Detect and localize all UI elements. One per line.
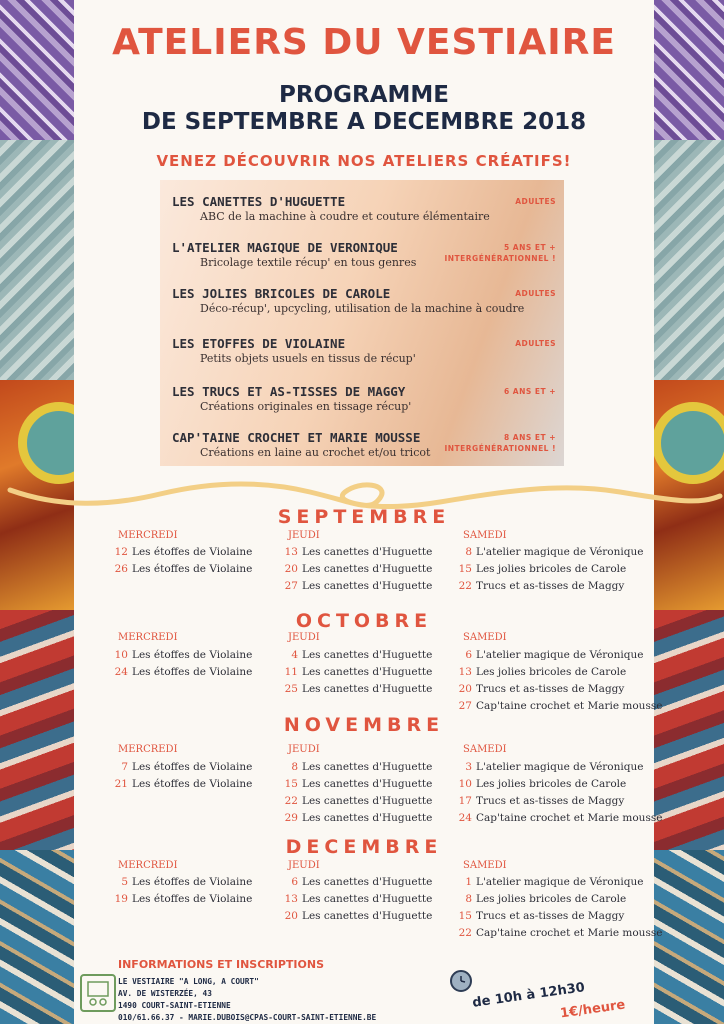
workshop-audience: ADULTES [515,339,556,348]
price: 1€/heure [559,997,627,1022]
events-jeudi [284,546,432,597]
event-row: 22 Trucs et as-tisses de Maggy [458,580,625,592]
contact-info: 010/61.66.37 - MARIE.DUBOIS@CPAS-COURT-SAINT-ETIENNE.BE [118,1013,377,1022]
event-row: 10 Les jolies bricoles de Carole [458,778,627,790]
workshop-audience: 8 ANS ET + INTERGÉNÉRATIONNEL ! [444,433,556,453]
events-jeudi [284,876,432,927]
event-row: 13 Les jolies bricoles de Carole [458,666,627,678]
event-row: 6 L'atelier magique de Véronique [465,649,644,661]
event-row: 13 Les canettes d'Huguette [284,546,433,558]
event-row: 25 Les canettes d'Huguette [284,683,433,695]
event-row: 4 Les canettes d'Huguette [291,649,433,661]
event-row: 24 Les étoffes de Violaine [114,666,253,678]
workshop-name: L'ATELIER MAGIQUE DE VERONIQUE [172,240,398,255]
address-line-1: LE VESTIAIRE "A LONG, A COURT" [118,977,259,986]
events-samedi [458,876,662,944]
event-row: 20 Les canettes d'Huguette [284,563,433,575]
event-row: 8 Les jolies bricoles de Carole [465,893,627,905]
day-label-samedi: SAMEDI [463,530,507,541]
events-jeudi [284,761,432,829]
event-row: 15 Les canettes d'Huguette [284,778,433,790]
event-row: 22 Cap'taine crochet et Marie mousse [458,927,663,939]
event-row: 27 Cap'taine crochet et Marie mousse [458,700,663,712]
event-row: 15 Trucs et as-tisses de Maggy [458,910,625,922]
event-row: 8 L'atelier magique de Véronique [465,546,644,558]
info-title: INFORMATIONS ET INSCRIPTIONS [118,958,324,971]
event-row: 27 Les canettes d'Huguette [284,580,433,592]
page-title: ATELIERS DU VESTIAIRE [112,22,616,63]
workshop-description: ABC de la machine à coudre et couture élémentaire [200,210,490,223]
day-label-jeudi: JEUDI [288,632,320,643]
month-title: NOVEMBRE [283,714,445,736]
event-row: 3 L'atelier magique de Véronique [465,761,644,773]
workshop-name: LES CANETTES D'HUGUETTE [172,194,346,209]
event-row: 22 Les canettes d'Huguette [284,795,433,807]
workshop-name: LES JOLIES BRICOLES DE CAROLE [172,286,391,301]
workshop-audience: 6 ANS ET + [503,387,556,396]
tagline: VENEZ DÉCOUVRIR NOS ATELIERS CRÉATIFS! [156,152,572,170]
events-jeudi [284,649,432,700]
event-row: 11 Les canettes d'Huguette [284,666,433,678]
event-row: 24 Cap'taine crochet et Marie mousse [458,812,663,824]
day-label-jeudi: JEUDI [288,860,320,871]
address-line-3: 1490 COURT-SAINT-ETIENNE [118,1001,231,1010]
workshop-audience: 5 ANS ET + INTERGÉNÉRATIONNEL ! [444,243,556,263]
flyer-content [74,0,663,1024]
event-row: 1 L'atelier magique de Véronique [465,876,644,888]
day-label-jeudi: JEUDI [288,530,320,541]
day-label-samedi: SAMEDI [463,632,507,643]
event-row: 15 Les jolies bricoles de Carole [458,563,627,575]
event-row: 10 Les étoffes de Violaine [114,649,253,661]
event-row: 29 Les canettes d'Huguette [284,812,433,824]
events-samedi [458,761,662,829]
workshop-description: Déco-récup', upcycling, utilisation de la machine à coudre [200,302,525,315]
workshop-description: Créations en laine au crochet et/ou tricot [200,446,431,459]
workshop-name: LES TRUCS ET AS-TISSES DE MAGGY [172,384,406,399]
address-line-2: AV. DE WISTERZÉE, 43 [118,989,212,998]
opening-hours: de 10h à 12h30 [471,980,586,1011]
event-row: 17 Trucs et as-tisses de Maggy [458,795,625,807]
workshop-name: CAP'TAINE CROCHET ET MARIE MOUSSE [172,430,421,445]
workshop-description: Bricolage textile récup' en tous genres [200,256,417,269]
workshop-audience: ADULTES [515,289,556,298]
day-label-mercredi: MERCREDI [118,632,178,643]
event-row: 19 Les étoffes de Violaine [114,893,253,905]
event-row: 12 Les étoffes de Violaine [114,546,253,558]
event-row: 5 Les étoffes de Violaine [121,876,253,888]
page-subtitle [74,82,654,136]
event-row: 20 Trucs et as-tisses de Maggy [458,683,625,695]
vestiaire-logo-icon [80,974,116,1012]
events-mercredi [114,876,252,910]
day-label-samedi: SAMEDI [463,860,507,871]
month-title: DECEMBRE [285,836,443,858]
event-row: 8 Les canettes d'Huguette [291,761,433,773]
subtitle-line-1: PROGRAMME [279,82,449,108]
event-row: 7 Les étoffes de Violaine [121,761,253,773]
event-row: 6 Les canettes d'Huguette [291,876,433,888]
month-title: OCTOBRE [295,610,433,632]
workshops-box [160,180,564,466]
workshop-audience: ADULTES [515,197,556,206]
event-row: 20 Les canettes d'Huguette [284,910,433,922]
day-label-mercredi: MERCREDI [118,744,178,755]
month-title: SEPTEMBRE [277,506,451,528]
workshop-name: LES ETOFFES DE VIOLAINE [172,336,346,351]
event-row: 13 Les canettes d'Huguette [284,893,433,905]
events-samedi [458,649,662,717]
workshop-description: Créations originales en tissage récup' [200,400,412,413]
day-label-mercredi: MERCREDI [118,860,178,871]
event-row: 26 Les étoffes de Violaine [114,563,253,575]
subtitle-line-2: DE SEPTEMBRE A DECEMBRE 2018 [141,109,587,135]
events-samedi [458,546,643,597]
events-mercredi [114,546,252,580]
workshop-description: Petits objets usuels en tissus de récup' [200,352,416,365]
day-label-mercredi: MERCREDI [118,530,178,541]
day-label-samedi: SAMEDI [463,744,507,755]
events-mercredi [114,649,252,683]
day-label-jeudi: JEUDI [288,744,320,755]
events-mercredi [114,761,252,795]
event-row: 21 Les étoffes de Violaine [114,778,253,790]
clock-icon [450,970,472,992]
